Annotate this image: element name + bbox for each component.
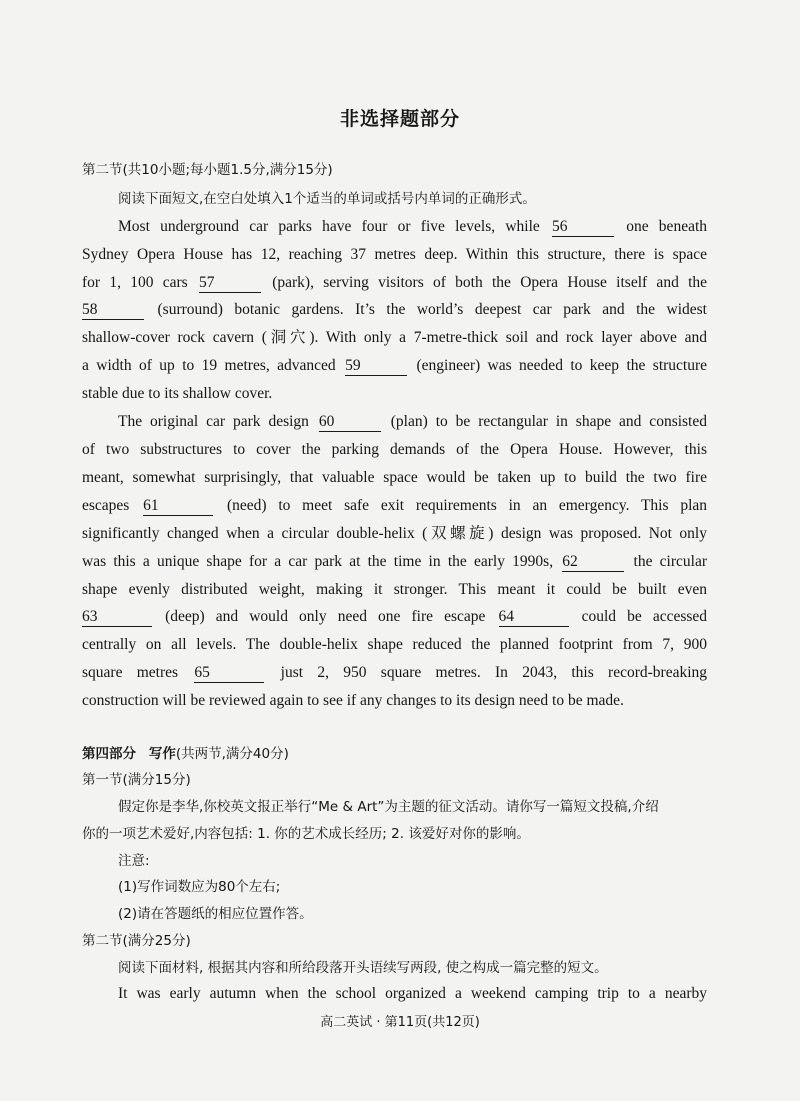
passage-line — [82, 217, 707, 237]
passage-line: significantly changed when a circular double-helix (双螺旋) design was proposed. Not only — [82, 525, 707, 542]
passage-line — [82, 273, 707, 293]
passage-line — [82, 412, 707, 432]
text: square metres — [82, 664, 179, 681]
blank-64[interactable]: 64 — [499, 608, 569, 627]
continuation-text: It was early autumn when the school organized a weekend camping trip to a nearby — [118, 985, 707, 1002]
note-item: (1)写作词数应为80个左右; — [118, 879, 281, 895]
passage-line — [82, 300, 707, 320]
text: (surround) botanic gardens. It’s the world’s deepest car park and the widest — [157, 301, 707, 318]
passage-line: Sydney Opera House has 12, reaching 37 metres deep. Within this structure, there is space — [82, 246, 707, 263]
page-footer: 高二英试 · 第11页(共12页) — [320, 1015, 480, 1030]
passage-line: stable due to its shallow cover. — [82, 385, 273, 402]
text: Most underground car parks have four or five levels, while — [118, 218, 540, 235]
text: for 1, 100 cars — [82, 274, 188, 291]
section2-heading: 第二节(共10小题;每小题1.5分,满分15分) — [82, 162, 333, 178]
text: was this a unique shape for a car park at the time in the early 1990s, — [82, 553, 554, 570]
writing-prompt-line: 假定你是李华,你校英文报正举行“Me & Art”为主题的征文活动。请你写一篇短文投稿,介绍 — [118, 799, 659, 815]
blank-56[interactable]: 56 — [552, 218, 614, 237]
passage-line — [82, 356, 707, 376]
passage-line: shape evenly distributed weight, making it stronger. This meant it could be built even — [82, 581, 707, 598]
section1-heading: 第一节(满分15分) — [82, 772, 191, 788]
text: a width of up to 19 metres, advanced — [82, 357, 336, 374]
blank-62[interactable]: 62 — [562, 553, 624, 572]
writing-label: 写作 — [148, 746, 176, 762]
part4-heading — [82, 744, 707, 764]
blank-61[interactable]: 61 — [143, 497, 213, 516]
text: just 2, 950 square metres. In 2043, this record-breaking — [280, 664, 708, 681]
text: escapes — [82, 497, 130, 514]
note-item: (2)请在答题纸的相应位置作答。 — [118, 906, 313, 922]
text: (park), serving visitors of both the Opera House itself and the — [272, 274, 708, 291]
passage-line — [82, 663, 707, 683]
text: could be accessed — [581, 608, 708, 625]
blank-60[interactable]: 60 — [319, 413, 381, 432]
text: (deep) and would only need one fire escape — [165, 608, 486, 625]
passage-line: shallow-cover rock cavern (洞穴). With only a 7-metre-thick soil and rock layer above and — [82, 329, 707, 346]
blank-59[interactable]: 59 — [345, 357, 407, 376]
text: (engineer) was needed to keep the structure — [416, 357, 708, 374]
text: The original car park design — [118, 413, 309, 430]
passage-line: centrally on all levels. The double-helix shape reduced the planned footprint from 7, 900 — [82, 636, 707, 653]
blank-65[interactable]: 65 — [194, 664, 264, 683]
passage-line — [82, 496, 707, 516]
writing-prompt-line: 你的一项艺术爱好,内容包括: 1. 你的艺术成长经历; 2. 该爱好对你的影响。 — [82, 826, 530, 842]
blank-58[interactable]: 58 — [82, 301, 144, 320]
page-title: 非选择题部分 — [339, 108, 460, 130]
part4-label: 第四部分 — [82, 746, 136, 762]
passage-line: meant, somewhat surprisingly, that valuable space would be taken up to build the two fire — [82, 469, 707, 486]
text: the circular — [633, 553, 707, 570]
text: (need) to meet safe exit requirements in an emergency. This plan — [226, 497, 707, 514]
blank-57[interactable]: 57 — [199, 274, 261, 293]
blank-63[interactable]: 63 — [82, 608, 152, 627]
continuation-instruction: 阅读下面材料, 根据其内容和所给段落开头语续写两段, 使之构成一篇完整的短文。 — [118, 960, 608, 976]
passage-line: of two substructures to cover the parking demands of the Opera House. However, this — [82, 441, 707, 458]
text: one beneath — [626, 218, 708, 235]
part4-score: (共两节,满分40分) — [175, 746, 289, 762]
passage-line: construction will be reviewed again to see if any changes to its design need to be made. — [82, 692, 624, 709]
passage-line — [82, 552, 707, 572]
section2b-heading: 第二节(满分25分) — [82, 933, 191, 949]
section2-instruction: 阅读下面短文,在空白处填入1个适当的单词或括号内单词的正确形式。 — [118, 191, 536, 207]
note-label: 注意: — [118, 853, 150, 869]
passage-line — [82, 607, 707, 627]
text: (plan) to be rectangular in shape and consisted — [390, 413, 707, 430]
